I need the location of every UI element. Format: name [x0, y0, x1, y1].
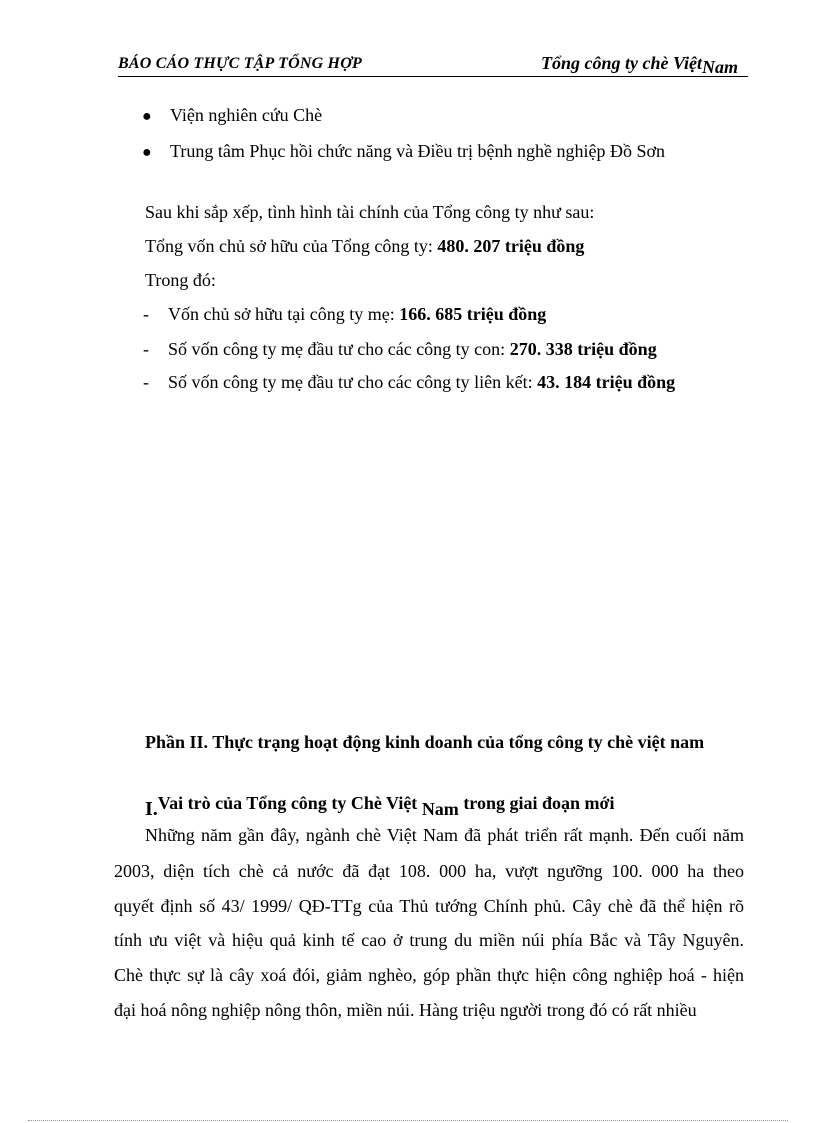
company-name [541, 53, 738, 77]
list-item [142, 105, 322, 126]
report-title: BÁO CÁO THỰC TẬP TỔNG HỢP [118, 55, 362, 72]
paragraph-line: Chè thực sự là cây xoá đói, giảm nghèo, góp phần thực hiện công nghiệp hoá - hiện [114, 965, 744, 985]
list-item [142, 141, 665, 162]
company-name-main: Tổng công ty chè Việt [541, 53, 702, 73]
subsection-title-c: trong giai đoạn mới [458, 793, 615, 813]
finance-item-label: Số vốn công ty mẹ đầu tư cho các công ty liên kết: [168, 372, 538, 392]
list-item-text: Viện nghiên cứu Chè [170, 105, 323, 125]
section-title: Phần II. Thực trạng hoạt động kinh doanh của tổng công ty chè việt nam [145, 732, 705, 752]
subsection-title-b: Nam [421, 799, 459, 819]
paragraph-line: đại hoá nông nghiệp nông thôn, miền núi. Hàng triệu người trong đó có rất nhiều [114, 1000, 697, 1020]
paragraph-line: quyết định số 43/ 1999/ QĐ-TTg của Thủ tướng Chính phủ. Cây chè đã thể hiện rõ [114, 896, 744, 916]
paragraph-line: Những năm gần đây, ngành chè Việt Nam đã phát triển rất mạnh. Đến cuối năm [145, 825, 744, 845]
subsection-numeral: I. [145, 798, 158, 820]
finance-item-value: 166. 685 triệu đồng [399, 304, 547, 324]
footer-divider [28, 1120, 788, 1121]
subsection-title-a: Vai trò của Tổng công ty Chè Việt [157, 793, 422, 813]
paragraph-line: tính ưu việt và hiệu quả kinh tế cao ở trung du miền núi phía Bắc và Tây Nguyên. [114, 930, 744, 950]
bullet-icon: ● [142, 144, 152, 161]
finance-item-label: Số vốn công ty mẹ đầu tư cho các công ty con: [168, 339, 510, 359]
in-which-label: Trong đó: [145, 270, 216, 290]
finance-item-value: 270. 338 triệu đồng [509, 339, 657, 359]
finance-item-label: Vốn chủ sở hữu tại công ty mẹ: [168, 304, 400, 324]
total-equity [145, 236, 584, 257]
finance-intro: Sau khi sắp xếp, tình hình tài chính của Tổng công ty như sau: [145, 202, 595, 222]
dash-icon: - [143, 339, 149, 359]
subsection-heading [145, 792, 615, 820]
finance-item [143, 372, 675, 393]
dash-icon: - [143, 304, 149, 324]
header-divider [118, 76, 748, 77]
total-equity-value: 480. 207 triệu đồng [437, 236, 585, 256]
paragraph-line: 2003, diện tích chè cả nước đã đạt 108. 000 ha, vượt ngưỡng 100. 000 ha theo [114, 861, 744, 881]
total-equity-label: Tổng vốn chủ sở hữu của Tổng công ty: [145, 236, 438, 256]
list-item-text: Trung tâm Phục hồi chức năng và Điều trị bệnh nghề nghiệp Đồ Sơn [170, 141, 666, 161]
company-name-sub: Nam [702, 57, 738, 77]
finance-item [143, 339, 657, 360]
finance-item-value: 43. 184 triệu đồng [537, 372, 676, 392]
dash-icon: - [143, 372, 149, 392]
bullet-icon: ● [142, 108, 152, 125]
finance-item [143, 304, 546, 325]
page-header [118, 52, 748, 78]
